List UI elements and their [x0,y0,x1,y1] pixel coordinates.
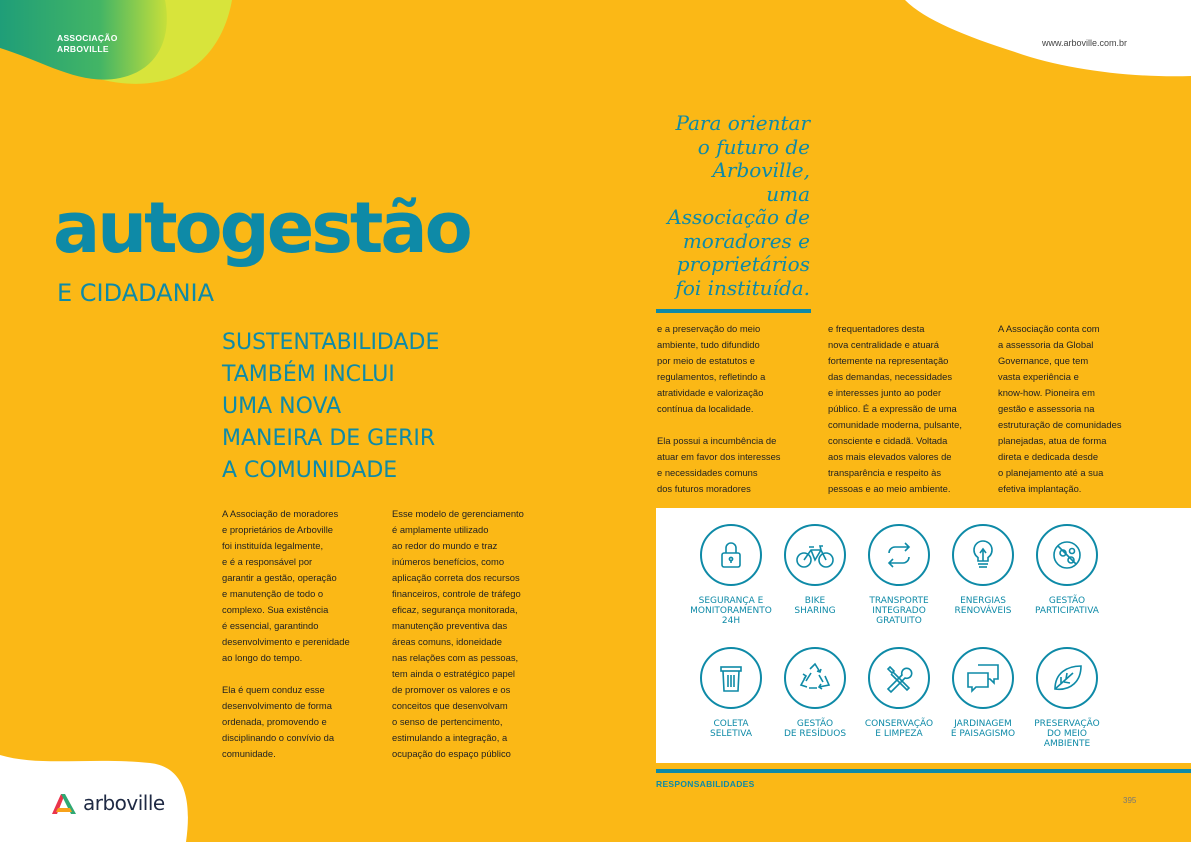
website-link[interactable]: www.arboville.com.br [1042,38,1128,48]
bike-icon [784,524,846,586]
logo-text: arboville [83,791,165,815]
arrows-icon [868,524,930,586]
association-label: ASSOCIAÇÃO ARBOVILLE [57,33,118,54]
lead-line: UMA NOVA [222,394,342,419]
responsibility-label: ENERGIAS RENOVÁVEIS [954,596,1012,616]
lead-heading [222,327,439,487]
responsibilities-panel [656,508,1191,763]
lead-line: MANEIRA DE GERIR [222,426,436,451]
responsibility-label: SEGURANÇA E MONITORAMENTO 24H [690,596,772,626]
responsibility-item [938,524,1028,616]
responsibility-label: TRANSPORTE INTEGRADO GRATUITO [869,596,929,626]
body-column-4: e frequentadores desta nova centralidade e atuará fortemente na representação das demandas, necessidades e interesses junto ao poder público. É a expressão de uma comunidade moderna, pulsante, consciente e cidadã. Voltada aos mais elevados valores de transparência e respeito às pessoas e ao meio ambiente. [828,323,962,494]
lightbulb-icon [952,524,1014,586]
responsibility-item [686,647,776,739]
page-subtitle: E CIDADANIA [57,279,215,307]
responsibility-label: PRESERVAÇÃO DO MEIO AMBIENTE [1034,719,1100,749]
quote-rule [656,309,811,313]
participation-icon [1036,524,1098,586]
responsibilities-rule [656,769,1191,773]
body-column-1: A Associação de moradores e proprietários de Arboville foi instituída legalmente, e é a responsável por garantir a gestão, operação e manutenção de todo o complexo. Sua existência é essencial, garantindo desenvolvimento e perenidade ao longo do tempo. Ela é quem conduz esse desenvolvimento de forma ordenada, promovendo e disciplinando o convívio da comunidade. [222,508,350,759]
chat-icon [952,647,1014,709]
responsibility-label: BIKE SHARING [794,596,836,616]
page-number: 395 [1123,796,1137,805]
responsibility-label: GESTÃO PARTICIPATIVA [1035,596,1099,616]
responsibility-item [854,647,944,739]
responsibility-item [1022,647,1112,749]
tools-icon [868,647,930,709]
responsibilities-caption: RESPONSABILIDADES [656,779,755,789]
lead-line: TAMBÉM INCLUI [222,362,395,387]
body-column-2: Esse modelo de gerenciamento é amplamente utilizado ao redor do mundo e traz inúmeros benefícios, como aplicação correta dos recursos financeiros, controle de tráfego eficaz, segurança monitorada, manutenção preventiva das áreas comuns, idoneidade nas relações com as pessoas, tem ainda o estratégico papel de promover os valores e os conceitos que desenvolvam o senso de pertencimento, estimulando a integração, a ocupação do espaço público [392,508,524,759]
responsibility-item [854,524,944,626]
lead-line: A COMUNIDADE [222,458,398,483]
responsibility-label: GESTÃO DE RESÍDUOS [783,719,847,739]
arboville-logo-icon [50,792,80,816]
trash-icon [700,647,762,709]
responsibility-item [770,524,860,616]
pull-quote: Para orientar o futuro de Arboville, uma Associação de moradores e proprietários foi instituída. [667,111,810,300]
lead-line: SUSTENTABILIDADE [222,330,440,355]
page-title: autogestão [53,187,470,269]
lock-icon [700,524,762,586]
responsibility-item [1022,524,1112,616]
responsibility-label: JARDINAGEM E PAISAGISMO [950,719,1016,739]
responsibility-item [770,647,860,739]
header-blob [0,0,240,90]
recycle-icon [784,647,846,709]
responsibility-item [938,647,1028,739]
leaf-icon [1036,647,1098,709]
responsibility-item [686,524,776,626]
responsibility-label: CONSERVAÇÃO E LIMPEZA [864,719,934,739]
responsibility-label: COLETA SELETIVA [710,719,752,739]
body-column-5: A Associação conta com a assessoria da Global Governance, que tem vasta experiência e know-how. Pioneira em gestão e assessoria na estruturação de comunidades planejadas, atua de forma direta e dedicada desde o planejamento até a sua efetiva implantação. [998,323,1122,494]
body-column-3: e a preservação do meio ambiente, tudo difundido por meio de estatutos e regulamentos, refletindo a atratividade e valorização contínua da localidade. Ela possui a incumbência de atuar em favor dos interesses e necessidades comuns dos futuros moradores [657,323,781,494]
